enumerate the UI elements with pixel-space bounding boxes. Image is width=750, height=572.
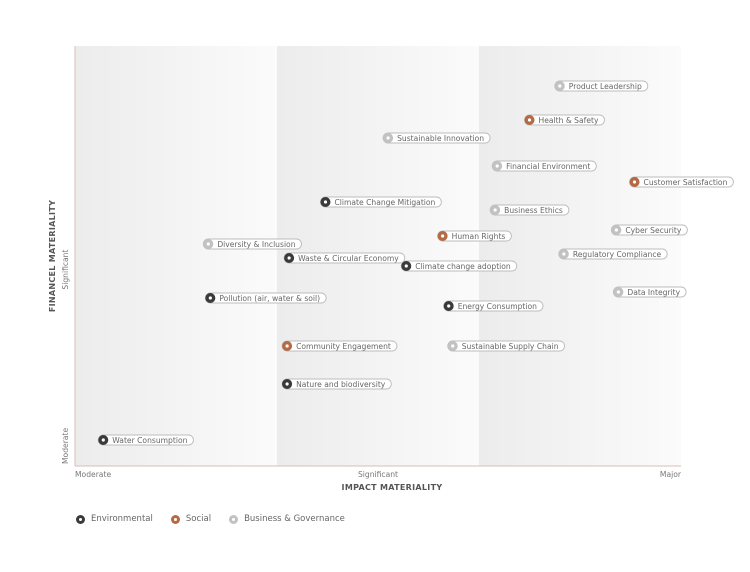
point-label: Cyber Security bbox=[625, 225, 682, 235]
legend-governance-marker-icon bbox=[229, 515, 238, 524]
x-tick-label: Major bbox=[659, 470, 681, 479]
point-label: Waste & Circular Economy bbox=[298, 253, 399, 263]
point-label: Health & Safety bbox=[538, 115, 599, 125]
point-marker-center bbox=[102, 438, 105, 441]
data-point bbox=[613, 287, 686, 297]
data-point bbox=[98, 435, 193, 445]
point-marker-center bbox=[405, 264, 408, 267]
data-point bbox=[320, 197, 441, 207]
data-point bbox=[205, 293, 326, 303]
legend bbox=[76, 514, 345, 524]
legend-environmental-marker-icon bbox=[76, 515, 85, 524]
point-marker-center bbox=[496, 164, 499, 167]
point-label: Sustainable Supply Chain bbox=[461, 341, 559, 351]
data-point bbox=[630, 177, 734, 187]
point-label: Financial Environment bbox=[506, 161, 591, 171]
legend-social-label: Social bbox=[185, 514, 212, 524]
point-label: Business Ethics bbox=[504, 205, 563, 215]
data-point bbox=[284, 253, 405, 263]
data-point bbox=[448, 341, 565, 351]
data-point bbox=[492, 161, 596, 171]
point-marker-center bbox=[558, 84, 561, 87]
legend-item-social bbox=[171, 514, 211, 524]
point-marker-center bbox=[617, 290, 620, 293]
data-point bbox=[282, 379, 391, 389]
point-marker-center bbox=[286, 344, 289, 347]
data-point bbox=[282, 341, 397, 351]
data-point bbox=[559, 249, 667, 259]
point-label: Data Integrity bbox=[627, 287, 681, 297]
point-marker-center bbox=[209, 296, 212, 299]
data-point bbox=[490, 205, 569, 215]
data-point bbox=[525, 115, 605, 125]
point-label: Nature and biodiversity bbox=[296, 379, 386, 389]
legend-social-marker-icon bbox=[171, 515, 180, 524]
point-label: Climate change adoption bbox=[415, 261, 511, 271]
point-marker-center bbox=[324, 200, 327, 203]
point-marker-center bbox=[562, 252, 565, 255]
x-tick-label: Moderate bbox=[75, 470, 112, 479]
point-marker-center bbox=[451, 344, 454, 347]
point-marker-center bbox=[494, 208, 497, 211]
point-label: Product Leadership bbox=[568, 81, 642, 91]
point-label: Climate Change Mitigation bbox=[334, 197, 436, 207]
point-label: Pollution (air, water & soil) bbox=[219, 293, 321, 303]
point-marker-center bbox=[633, 180, 636, 183]
x-axis-title: IMPACT MATERIALITY bbox=[341, 483, 443, 492]
data-point bbox=[444, 301, 543, 311]
data-point bbox=[203, 239, 301, 249]
y-tick-label: Significant bbox=[61, 249, 70, 290]
point-label: Customer Satisfaction bbox=[643, 177, 728, 187]
point-marker-center bbox=[286, 382, 289, 385]
point-marker-center bbox=[387, 136, 390, 139]
point-marker-center bbox=[615, 228, 618, 231]
point-marker-center bbox=[288, 256, 291, 259]
y-tick-label: Moderate bbox=[61, 427, 70, 464]
point-marker-center bbox=[441, 234, 444, 237]
point-marker-center bbox=[528, 118, 531, 121]
band-1 bbox=[75, 46, 277, 466]
data-point bbox=[555, 81, 648, 91]
legend-item-governance bbox=[229, 514, 345, 524]
legend-item-environmental bbox=[76, 514, 153, 524]
point-marker-center bbox=[447, 304, 450, 307]
x-tick-label: Significant bbox=[357, 470, 399, 479]
data-point bbox=[401, 261, 516, 271]
point-marker-center bbox=[207, 242, 210, 245]
point-label: Energy Consumption bbox=[457, 301, 537, 311]
point-label: Diversity & Inclusion bbox=[217, 239, 296, 249]
point-label: Human Rights bbox=[451, 231, 506, 241]
data-point bbox=[383, 133, 490, 143]
y-axis-title: FINANCEL MATERIALITY bbox=[48, 199, 57, 313]
legend-environmental-label: Environmental bbox=[91, 514, 153, 524]
data-point bbox=[611, 225, 687, 235]
legend-governance-label: Business & Governance bbox=[244, 514, 345, 524]
data-point bbox=[438, 231, 512, 241]
point-label: Water Consumption bbox=[112, 435, 188, 445]
point-label: Community Engagement bbox=[296, 341, 391, 351]
point-label: Sustainable Innovation bbox=[397, 133, 485, 143]
point-label: Regulatory Compliance bbox=[572, 249, 662, 259]
